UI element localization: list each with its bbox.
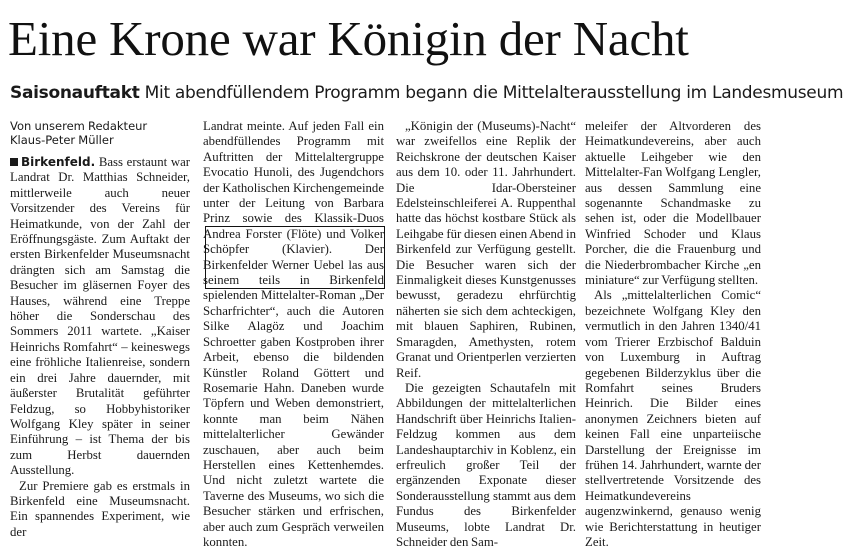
article-column-1: [10, 119, 190, 540]
dateline: Birkenfeld.: [21, 155, 96, 169]
paragraph: „Königin der (Museums)-Nacht“ war zweifellos eine Replik der Reichskrone der deutschen Kaiser aus dem 10. oder 11. Jahrhundert. Die Idar-Obersteiner Edelsteinschleiferei A. Ruppenthal hatte das höchst kostbare Stück als Leihgabe für diesen einen Abend in Birkenfeld zur Verfügung gestellt. Die Besucher waren sich der Einmaligkeit dieses Kunstgenusses bewusst, geradezu ehrfürchtig näherten sie sich dem achteckigen, mit blauen Saphiren, Rubinen, Smaragden, Amethysten, rotem Granat und Orientperlen verzierten Reif.: [396, 119, 576, 380]
byline: [10, 119, 190, 147]
square-bullet-icon: [10, 158, 18, 166]
byline-author: Klaus-Peter Müller: [10, 133, 114, 147]
article-kicker: Saisonauftakt: [10, 83, 140, 103]
paragraph-text: Bass erstaunt war Landrat Dr. Matthias Schneider, mittlerweile auch neuer Vorsitzender des Vereins für Heimatkunde, von der Zahl der Eröffnungsgäste. Zum Auftakt der ersten Birkenfelder Museumsnacht drängten sich am Samstag die Besucher im gläsernen Foyer des Hauses, während eine Treppe höher die Sonderschau des Sommers 2011 wartete. „Kaiser Heinrichs Romfahrt“ – keineswegs eine fröhliche Italienreise, sondern ein drei Jahre dauernder, mit äußerster Brutalität geführter Feldzug, so Hobbyhistoriker Wolfgang Kley später in seiner Einführung – ist Thema der bis zum Herbst dauernden Ausstellung.: [10, 155, 191, 478]
paragraph: meleifer der Altvorderen des Heimatkundevereins, aber auch aktuelle Leihgeber wie den Mittelalter-Fan Wolfgang Lengler, aus dessen Sammlung eine sogenannte Schandmaske zu sehen ist, oder die Modellbauer Winfried Schoder und Klaus Porcher, die die Frauenburg und die Niederbrombacher Kirche „en miniature“ zur Verfügung stellten.: [585, 119, 761, 288]
paragraph: Zur Premiere gab es erstmals in Birkenfeld eine Museumsnacht. Ein spannendes Experiment, wie der: [10, 478, 190, 539]
article-subheadline-text: Mit abendfüllendem Programm begann die Mittelalterausstellung im Landesmuseum: [144, 83, 843, 103]
article-subheadline: [10, 82, 843, 104]
byline-role: Von unserem Redakteur: [10, 119, 148, 133]
paragraph: Die gezeigten Schautafeln mit Abbildungen der mittelalterlichen Handschrift über Heinrichs Italien-Feldzug kommen aus dem Landeshauptarchiv in Koblenz, ein erfreulich großer Teil der ergänzenden Exponate dieser Sonderausstellung stammt aus dem Fundus des Birkenfelder Museums, lobte Landrat Dr. Schneider den Sam-: [396, 380, 576, 549]
article-column-2: [203, 119, 384, 550]
article-headline: Eine Krone war Königin der Nacht: [8, 11, 689, 66]
article-column-4: [585, 119, 761, 550]
paragraph: Als „mittelalterlichen Comic“ bezeichnete Wolfgang Kley den vermutlich in den Jahren 1340/41 vom Trierer Erzbischof Balduin von Luxemburg in Auftrag gegebenen Bilderzyklus über die Romfahrt seines Bruders Heinrich. Die Bilder eines anonymen Zeichners bieten auf keinen Fall eine unparteiische Darstellung der Ereignisse im frühen 14. Jahrhundert, warnte der stellvertretende Vorsitzende des Heimatkundevereins augenzwinkernd, genauso wenig wie Berichterstattung in heutiger Zeit.: [585, 288, 761, 549]
paragraph: Landrat meinte. Auf jeden Fall ein abendfüllendes Programm mit Auftritten der Mittelaltergruppe Evocatio Hunoli, des Jugendchors der Katholischen Kirchengemeinde unter der Leitung von Barbara Prinz sowie des Klassik-Duos Andrea Forster (Flöte) und Volker Schöpfer (Klavier). Der Birkenfelder Werner Uebel las aus seinem teils in Birkenfeld spielenden Mittelalter-Roman „Der Scharfrichter“, auch die Autoren Silke Alagöz und Joachim Schroetter gaben Kostproben ihrer Arbeit, ebenso die bildenden Künstler Roland Göttert und Rosemarie Hahn. Daneben wurde Töpfern und Weben demonstriert, konnte man beim Nähen mittelalterlicher Gewänder zuschauen, aber auch beim Herstellen eines Kettenhemdes. Und nicht zuletzt wartete die Taverne des Museums, wo sich die Besucher stärken und erfrischen, aber auch zum Gespräch verweilen konnten.: [203, 119, 384, 549]
paragraph: [10, 155, 190, 479]
article-column-3: [396, 119, 576, 550]
